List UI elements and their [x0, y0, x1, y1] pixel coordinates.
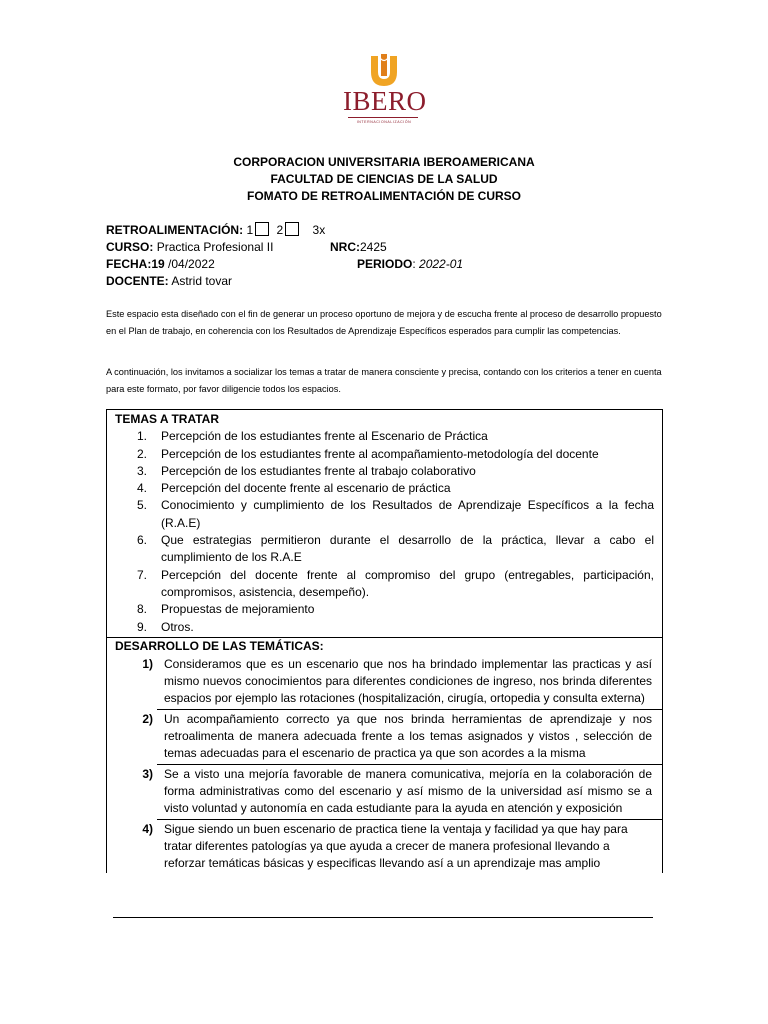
- topics-section: [107, 410, 662, 638]
- topic-number: 2.: [137, 446, 148, 461]
- topic-number: 8.: [137, 602, 148, 617]
- retro-row: [106, 222, 325, 239]
- topic-number: 3.: [137, 463, 148, 478]
- logo-rule: [348, 117, 418, 118]
- development-item: [142, 655, 662, 710]
- periodo-value: 2022-01: [419, 257, 464, 271]
- curso-label: CURSO:: [106, 240, 154, 254]
- development-title: DESARROLLO DE LAS TEMÁTICAS:: [115, 638, 324, 653]
- retro-checkbox-2[interactable]: [285, 222, 299, 236]
- nrc-value: 2425: [360, 240, 387, 254]
- topic-number: 1.: [137, 429, 148, 444]
- topic-text: Conocimiento y cumplimiento de los Resultados de Aprendizaje Específicos a la fecha (R.A.E): [161, 498, 654, 530]
- topic-text: Percepción de los estudiantes frente al trabajo colaborativo: [161, 463, 476, 478]
- topic-item: [115, 532, 654, 567]
- header-form-title: FOMATO DE RETROALIMENTACIÓN DE CURSO: [247, 189, 521, 203]
- development-number: 4): [142, 821, 153, 836]
- topic-item: [115, 601, 654, 618]
- curso-row: [106, 239, 273, 256]
- ibero-logo: [338, 52, 430, 130]
- topic-text: Percepción del docente frente al compromiso del grupo (entregables, participación, compromisos, asistencia, desempeño).: [161, 567, 654, 599]
- development-item: [142, 820, 662, 874]
- logo-u-mark-icon: [368, 54, 400, 88]
- topic-text: Que estrategias permitieron durante el desarrollo de la práctica, llevar a cabo el cumplimiento de los R.A.E: [161, 533, 654, 565]
- fecha-rest: /04/2022: [168, 257, 215, 271]
- retro-option-3: 3x: [312, 223, 326, 237]
- feedback-table: [106, 409, 663, 873]
- topic-item: [115, 463, 654, 480]
- periodo-label: PERIODO: [357, 257, 413, 271]
- topic-text: Percepción de los estudiantes frente al Escenario de Práctica: [161, 429, 488, 444]
- fecha-row: [106, 256, 215, 273]
- topic-item: [115, 567, 654, 602]
- nrc-field: [330, 239, 387, 256]
- logo-text: IBERO: [343, 86, 427, 116]
- development-number: 1): [142, 656, 153, 671]
- docente-label: DOCENTE:: [106, 274, 169, 288]
- retro-option-2: 2: [276, 223, 284, 237]
- topic-text: Propuestas de mejoramiento: [161, 602, 315, 617]
- development-item: [142, 710, 662, 765]
- table-bottom-rule: [113, 917, 653, 918]
- nrc-label: NRC:: [330, 240, 360, 254]
- development-number: 2): [142, 711, 153, 726]
- logo-subtext: INTERNACIONALIZACIÓN: [356, 120, 412, 124]
- topic-number: 7.: [137, 567, 148, 582]
- development-text: Sigue siendo un buen escenario de practica tiene la ventaja y facilidad ya que hay para tratar diferentes patologías ya que ayuda a crecer de manera profesional llevando a reforzar temáticas básicas y especificas llevando así a un aprendizaje mas amplio: [164, 821, 628, 871]
- development-text: Consideramos que es un escenario que nos ha brindado implementar las practicas y así mismo nuevos conocimientos para diferentes condiciones de ingreso, nos brinda diferentes espacios por ejemplo las rotaciones (hospitalización, cirugía, ortopedia y consulta externa): [164, 656, 652, 706]
- fecha-day: 19: [151, 257, 165, 271]
- topic-item: [115, 497, 654, 532]
- topics-title: TEMAS A TRATAR: [115, 412, 219, 426]
- topic-text: Otros.: [161, 619, 194, 634]
- topic-text: Percepción del docente frente al escenario de práctica: [161, 481, 451, 496]
- periodo-field: [357, 256, 463, 273]
- topic-item: [115, 428, 654, 445]
- development-item: [142, 765, 662, 820]
- intro-paragraph-2: A continuación, los invitamos a socializar los temas a tratar de manera consciente y precisa, contando con los criterios a tener en cuenta para este formato, por favor diligencie todos los espacios.: [106, 367, 662, 394]
- development-text: Se a visto una mejoría favorable de manera comunicativa, mejoría en la colaboración de forma administrativas como del escenario y así mismo de la universidad así mismo se a visto voluntad y autonomía en cada estudiante para la ayuda en atención y exposición: [164, 766, 652, 816]
- fecha-label: FECHA:: [106, 257, 152, 271]
- header-institution: CORPORACION UNIVERSITARIA IBEROAMERICANA: [233, 155, 535, 169]
- retro-checkbox-1[interactable]: [255, 222, 269, 236]
- docente-value: Astrid tovar: [171, 274, 233, 288]
- periodo-colon: :: [412, 257, 416, 271]
- topic-item: [115, 619, 654, 636]
- intro-paragraph-1: Este espacio esta diseñado con el fin de generar un proceso oportuno de mejora y de escucha frente al proceso de desarrollo propuesto en el Plan de trabajo, en coherencia con los Resultados de Aprendizaje Específicos esperados para cumplir las competencias.: [106, 309, 662, 336]
- topic-item: [115, 446, 654, 463]
- docente-row: [106, 273, 232, 290]
- topic-number: 4.: [137, 481, 148, 496]
- retro-option-1: 1: [246, 223, 254, 237]
- curso-value: Practica Profesional II: [156, 240, 274, 254]
- topic-number: 9.: [137, 619, 148, 634]
- development-number: 3): [142, 766, 153, 781]
- document-header: [0, 154, 768, 205]
- topics-list: [115, 428, 654, 636]
- topic-item: [115, 480, 654, 497]
- topic-number: 6.: [137, 533, 148, 548]
- retro-label: RETROALIMENTACIÓN:: [106, 223, 244, 237]
- development-text: Un acompañamiento correcto ya que nos brinda herramientas de aprendizaje y nos retroalimenta de manera adecuada frente a los temas asignados y vistos , selección de temas adecuadas para el escenario de practica ya que son acordes a la misma: [164, 711, 652, 761]
- header-faculty: FACULTAD DE CIENCIAS DE LA SALUD: [270, 172, 498, 186]
- topic-number: 5.: [137, 498, 148, 513]
- topic-text: Percepción de los estudiantes frente al acompañamiento-metodología del docente: [161, 446, 599, 461]
